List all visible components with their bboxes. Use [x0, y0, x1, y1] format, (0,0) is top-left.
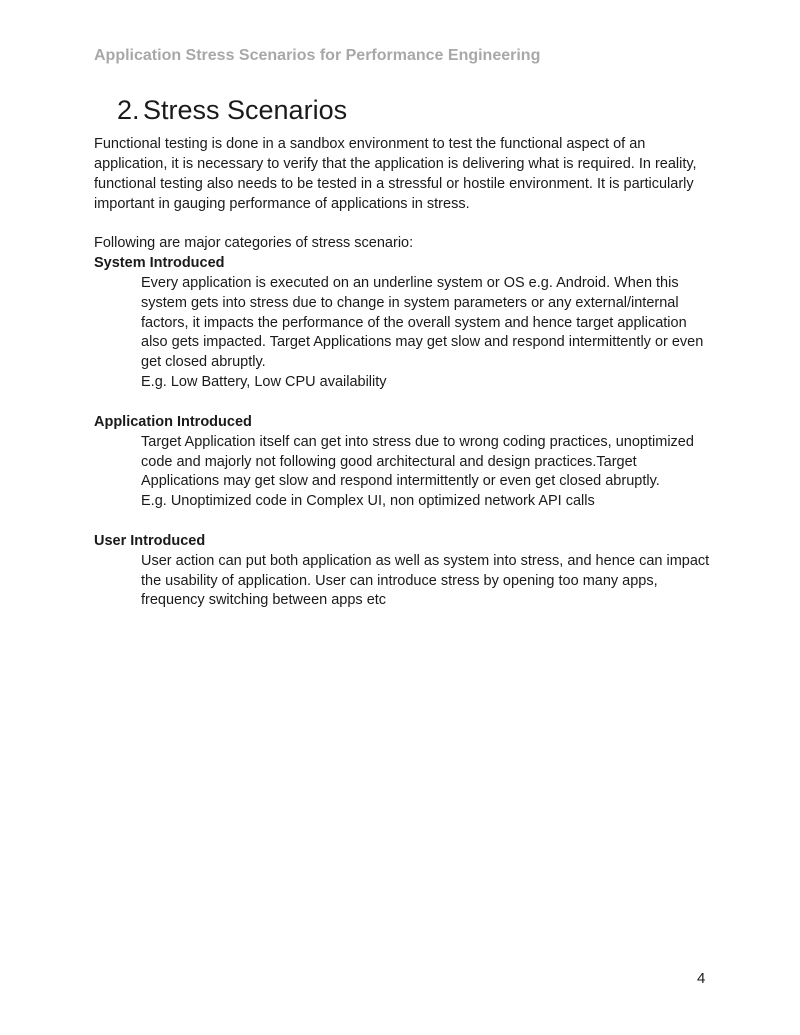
section-body-system — [94, 274, 712, 393]
paragraph-spacer — [94, 214, 712, 234]
section-title: Stress Scenarios — [143, 95, 348, 125]
section-paragraph: User action can put both application as well as system into stress, and hence can impact the usability of application. User can introduce stress by opening too many apps, frequency switching between apps etc — [141, 552, 710, 609]
section-heading-application: Application Introduced — [94, 413, 252, 430]
section-example: E.g. Low Battery, Low CPU availability — [141, 374, 387, 391]
paragraph-spacer — [94, 393, 712, 413]
section-paragraph: Every application is executed on an underline system or OS e.g. Android. When this system gets into stress due to change in system parameters or any external/internal factors, it impacts the performance of the overall system and hence target application also gets impacted. Target Applications may get slow and respond intermittently or even get closed abruptly. — [141, 274, 704, 371]
section-body-application — [94, 433, 712, 512]
categories-lead: Following are major categories of stress scenario: — [94, 235, 414, 252]
section-paragraph: Target Application itself can get into stress due to wrong coding practices, unoptimized code and majorly not following good architectural and design practices.Target Applications may get slow and respond intermittently or even get closed abruptly. — [141, 433, 694, 490]
document-body — [94, 135, 712, 611]
section-heading — [117, 92, 347, 128]
paragraph-spacer — [94, 512, 712, 532]
section-heading-user: User Introduced — [94, 532, 206, 549]
running-header: Application Stress Scenarios for Performance Engineering — [94, 47, 541, 64]
section-number: 2. — [117, 95, 140, 125]
page-number: 4 — [697, 970, 706, 987]
section-heading-system: System Introduced — [94, 255, 225, 272]
intro-paragraph: Functional testing is done in a sandbox environment to test the functional aspect of an application, it is necessary to verify that the application is delivering what is required. In reality, functional testing also needs to be tested in a stressful or hostile environment. It is particularly important in gauging performance of applications in stress. — [94, 136, 697, 212]
section-example: E.g. Unoptimized code in Complex UI, non optimized network API calls — [141, 493, 595, 510]
section-body-user — [94, 552, 712, 612]
